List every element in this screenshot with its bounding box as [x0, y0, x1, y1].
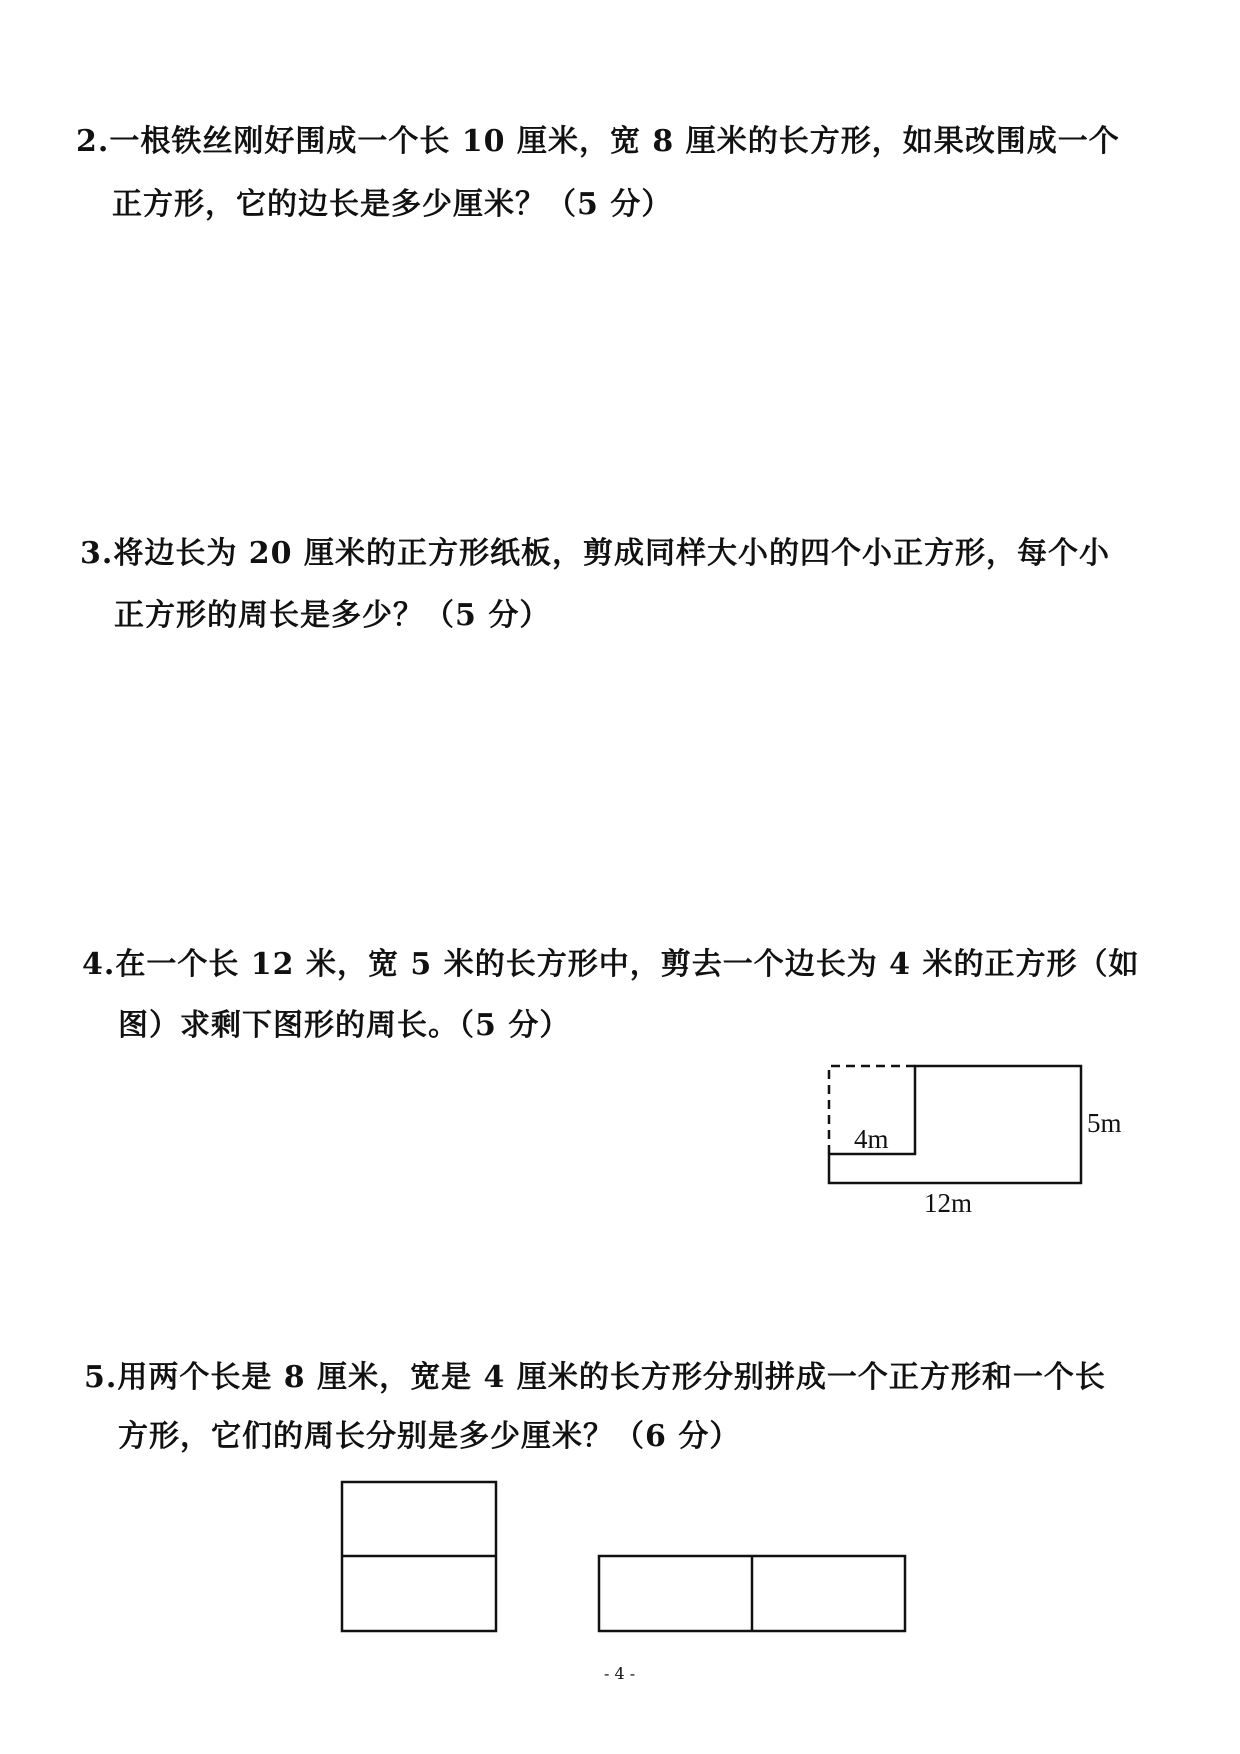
page-number: - 4 -: [604, 1664, 636, 1683]
q5-line1: 5.用两个长是 8 厘米，宽是 4 厘米的长方形分别拼成一个正方形和一个长: [84, 1360, 1106, 1395]
q2-line2: 正方形，它的边长是多少厘米？（5 分）: [112, 187, 673, 222]
label-5m: 5m: [1087, 1108, 1122, 1138]
q5-figures: [342, 1482, 905, 1631]
label-12m: 12m: [924, 1188, 973, 1218]
q4-line1: 4.在一个长 12 米，宽 5 米的长方形中，剪去一个边长为 4 米的正方形（如: [82, 947, 1140, 982]
q3-line2: 正方形的周长是多少？（5 分）: [114, 598, 551, 633]
label-4m: 4m: [854, 1124, 889, 1154]
q3-line1: 3.将边长为 20 厘米的正方形纸板，剪成同样大小的四个小正方形，每个小: [80, 536, 1110, 571]
q5-line2: 方形，它们的周长分别是多少厘米？（6 分）: [118, 1419, 741, 1454]
q4-line2: 图）求剩下图形的周长。（5 分）: [118, 1008, 571, 1043]
q2-line1: 2.一根铁丝刚好围成一个长 10 厘米，宽 8 厘米的长方形，如果改围成一个: [76, 124, 1120, 159]
